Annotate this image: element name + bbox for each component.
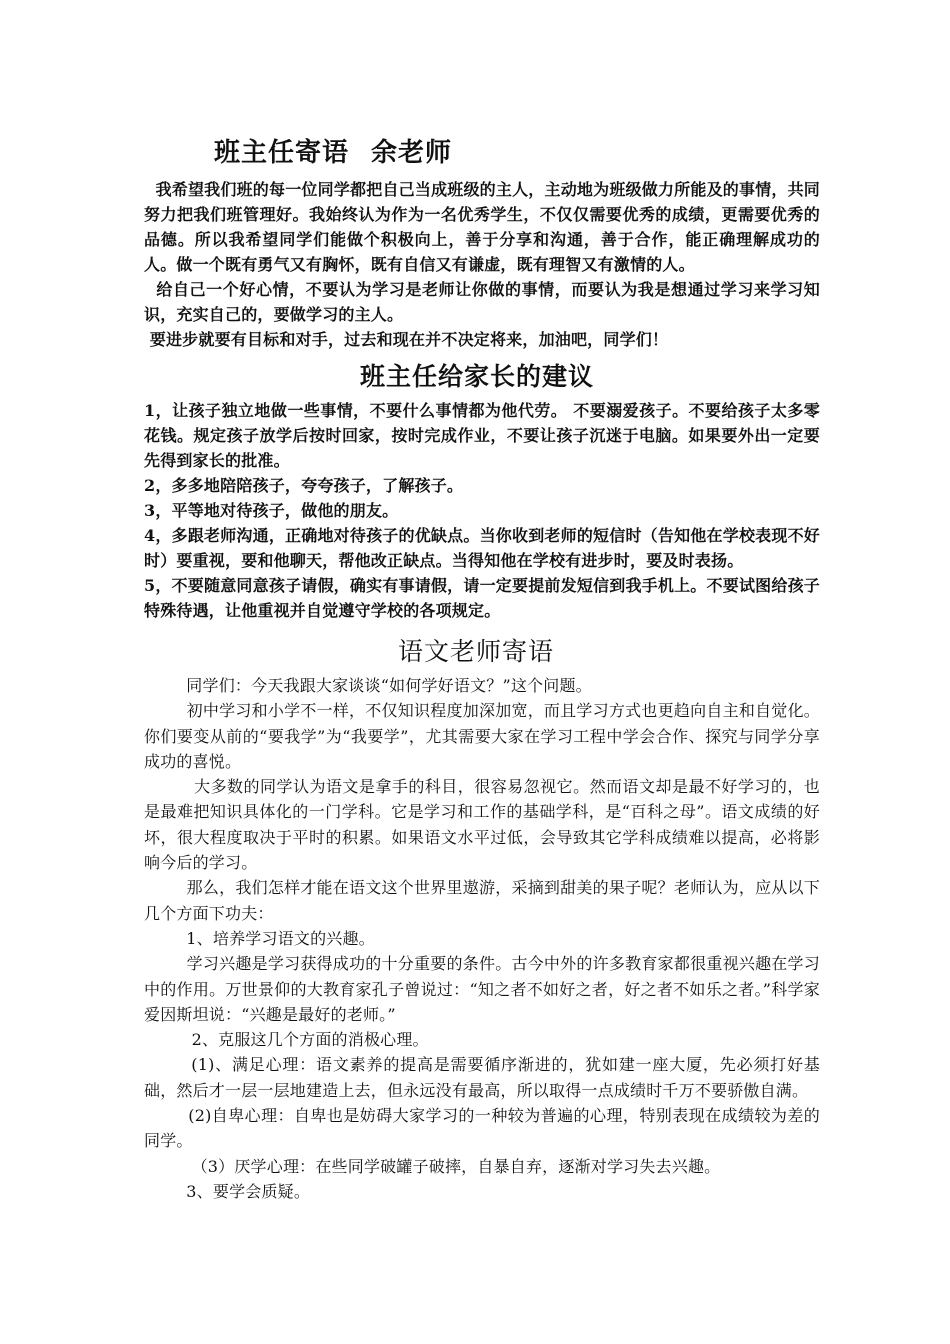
section3-paragraph: 2、克服这几个方面的消极心理。: [144, 1030, 429, 1050]
section1-paragraph: 给自己一个好心情，不要认为学习是老师让你做的事情，而要认为我是想通过学习来学习知识，充实自己的，要做学习的主人。: [144, 280, 820, 324]
section3-paragraph: （3）厌学心理：在些同学破罐子破摔，自暴自弃，逐渐对学习失去兴趣。: [144, 1156, 721, 1176]
advice-item: 3，平等地对待孩子，做他的朋友。: [144, 501, 399, 520]
advice-item: 5，不要随意同意孩子请假，确实有事请假，请一定要提前发短信到我手机上。不要试图给孩子特殊待遇，让他重视并自觉遵守学校的各项规定。: [144, 576, 820, 620]
advice-item: 2，多多地陪陪孩子，夸夸孩子，了解孩子。: [144, 476, 464, 495]
section3-paragraph: 学习兴趣是学习获得成功的十分重要的条件。古今中外的许多教育家都很重视兴趣在学习中的作用。万世景仰的大教育家孔子曾说过：“知之者不如好之者，好之者不如乐之者。”科学家爱因斯坦说：“兴趣是最好的老师。”: [144, 954, 820, 1024]
section1-paragraph: 要进步就要有目标和对手，过去和现在并不决定将来，加油吧，同学们！: [144, 330, 669, 349]
advice-item: 4，多跟老师沟通，正确地对待孩子的优缺点。当你收到老师的短信时（告知他在学校表现不好时）要重视，要和他聊天，帮他改正缺点。当得知他在学校有进步时，要及时表扬。: [144, 526, 820, 570]
section3-paragraph: 那么，我们怎样才能在语文这个世界里遨游，采摘到甜美的果子呢？老师认为，应从以下几个方面下功夫：: [144, 878, 820, 923]
section3-paragraph: (1)、满足心理：语文素养的提高是需要循序渐进的，犹如建一座大厦，先必须打好基础，然后才一层一层地建造上去，但永远没有最高，所以取得一点成绩时千万不要骄傲自满。: [144, 1055, 820, 1100]
section1-paragraph: 我希望我们班的每一位同学都把自己当成班级的主人，主动地为班级做力所能及的事情，共同努力把我们班管理好。我始终认为作为一名优秀学生，不仅仅需要优秀的成绩，更需要优秀的品德。所以我希望同学们能做个积极向上，善于分享和沟通，善于合作，能正确理解成功的人。做一个既有勇气又有胸怀，既有自信又有谦虚，既有理智又有激情的人。: [144, 180, 821, 274]
section3-title: 语文老师寄语: [398, 637, 555, 666]
section1-heading: [214, 132, 452, 169]
section3-paragraph: 大多数的同学认为语文是拿手的科目，很容易忽视它。然而语文却是最不好学习的，也是最难把知识具体化的一门学科。它是学习和工作的基础学科，是“百科之母”。语文成绩的好坏，很大程度取决于平时的积累。如果语文水平过低，会导致其它学科成绩难以提高，必将影响今后的学习。: [144, 777, 821, 873]
section3-paragraph: 3、要学会质疑。: [144, 1181, 311, 1201]
section3-paragraph: 1、培养学习语文的兴趣。: [144, 928, 375, 948]
section1-title: 班主任寄语: [214, 138, 350, 168]
advice-item: 1，让孩子独立地做一些事情，不要什么事情都为他代劳。 不要溺爱孩子。不要给孩子太多零花钱。规定孩子放学后按时回家，按时完成作业，不要让孩子沉迷于电脑。如果要外出一定要先得到家长的批准。: [144, 401, 820, 470]
section3-body: [144, 673, 820, 1204]
section2-body: [144, 398, 820, 623]
section2-title: 班主任给家长的建议: [360, 362, 595, 391]
section1-body: [144, 177, 820, 352]
section1-teacher: 余老师: [371, 138, 453, 168]
section3-paragraph: 同学们：今天我跟大家谈谈“如何学好语文？”这个问题。: [144, 676, 592, 695]
section3-paragraph: 初中学习和小学不一样，不仅知识程度加深加宽，而且学习方式也更趋向自主和自觉化。你们要变从前的“要我学”为“我要学”，尤其需要大家在学习工程中学会合作、探究与同学分享成功的喜悦。: [144, 701, 820, 771]
section3-paragraph: (2)自卑心理：自卑也是妨碍大家学习的一种较为普遍的心理，特别表现在成绩较为差的同学。: [144, 1106, 820, 1151]
